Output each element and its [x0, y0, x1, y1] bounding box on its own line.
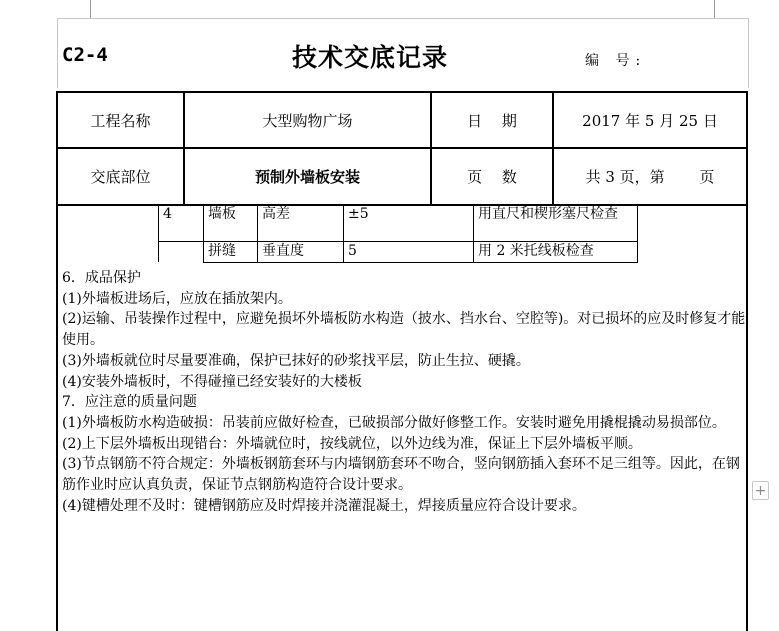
table-cell-no [159, 242, 204, 263]
number-label: 编 号: [585, 53, 647, 69]
table-cell-no: 4 [159, 205, 204, 242]
pages-label: 页 数 [467, 168, 517, 186]
table-cell-tolerance: ±5 [344, 205, 474, 242]
content-line: (1)外墙板防水构造破损：吊装前应做好检查，已破损部分做好修整工作。安装时避免用撬棍撬动易损部位。 [62, 414, 726, 431]
section-heading-finished-product-protection: 6．成品保护 [62, 270, 141, 286]
inspection-table [158, 205, 638, 263]
expand-button[interactable]: + [752, 481, 769, 500]
date-value: 2017 年 5 月 25 日 [582, 111, 718, 130]
content-line: (2)上下层外墙板出现错台：外墙就位时，按线就位，以外边线为准，保证上下层外墙板平顺。 [62, 435, 642, 452]
form-code: C2-4 [62, 44, 108, 66]
pages-value: 共 3 页，第 页 [585, 168, 715, 186]
date-label: 日 期 [467, 111, 517, 130]
table-cell-item: 拼缝 [204, 242, 258, 263]
section-heading-quality-issues: 7．应注意的质量问题 [62, 394, 197, 411]
content-line: (4)安装外墙板时，不得碰撞已经安装好的大楼板 [62, 373, 362, 390]
table-cell-method: 用 2 米托线板检查 [474, 242, 638, 263]
table-row [159, 242, 638, 263]
content-line: (4)键槽处理不及时：键槽钢筋应及时焊接并浇灌混凝土，焊接质量应符合设计要求。 [62, 497, 586, 514]
content-line: (3)外墙板就位时尽量要准确，保护已抹好的砂浆找平层，防止生拉、硬撬。 [62, 352, 530, 369]
table-cell-item: 墙板 [204, 205, 258, 242]
content-line: (1)外墙板进场后，应放在插放架内。 [62, 290, 292, 307]
page-top-edge [57, 18, 748, 19]
page-right-edge [748, 18, 749, 88]
handover-part-label: 交底部位 [90, 168, 151, 186]
table-cell-check: 垂直度 [258, 242, 344, 263]
table-cell-check: 高差 [258, 205, 344, 242]
table-cell-method: 用直尺和楔形塞尺检查 [474, 205, 638, 242]
handover-part-value: 预制外墙板安装 [254, 168, 360, 186]
project-name-label: 工程名称 [90, 111, 151, 130]
page-left-edge [57, 18, 58, 88]
page-title: 技术交底记录 [292, 43, 449, 72]
handover-content [62, 268, 748, 516]
corner-mark-left [90, 0, 91, 18]
content-line: (3)节点钢筋不符合规定：外墙板钢筋套环与内墙钢筋套环不吻合，竖向钢筋插入套环不足三组等。因此，在钢筋作业时应认真负责，保证节点钢筋构造符合设计要求。 [62, 456, 740, 494]
project-name-value: 大型购物广场 [262, 111, 353, 130]
table-row [159, 205, 638, 242]
corner-mark-right [714, 0, 715, 18]
content-line: (2)运输、吊装操作过程中，应避免损坏外墙板防水构造（披水、挡水台、空腔等)。对已损坏的应及时修复才能使用。 [62, 311, 746, 349]
table-cell-tolerance: 5 [344, 242, 474, 263]
